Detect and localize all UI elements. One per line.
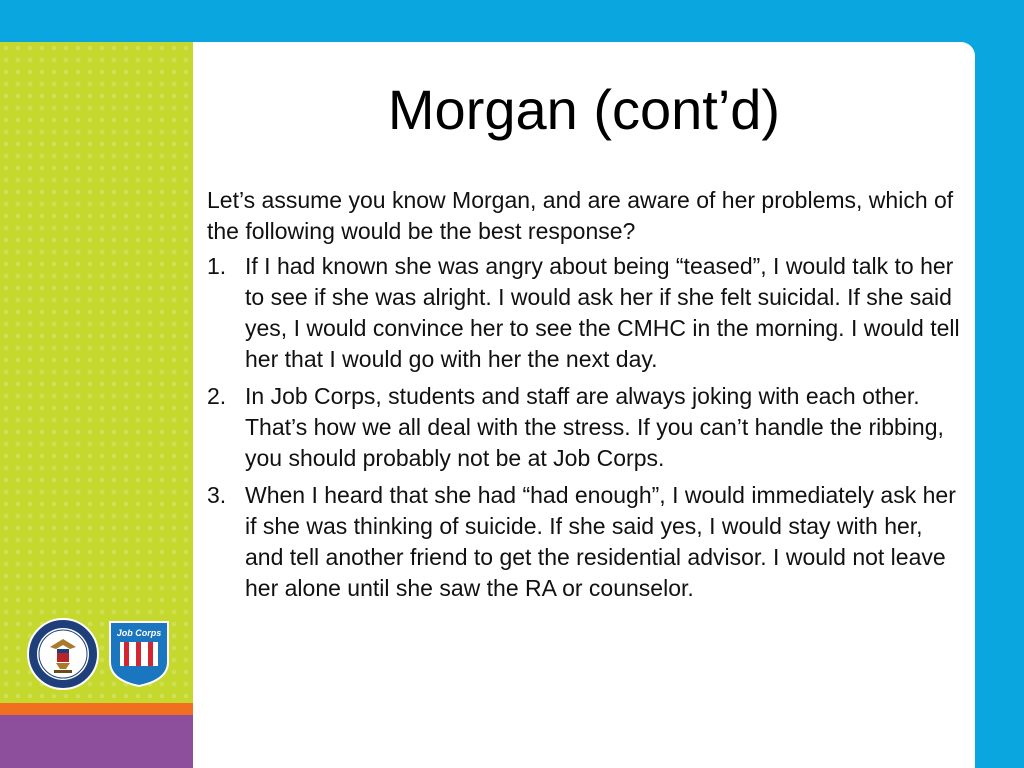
option-number: 2. <box>207 383 227 409</box>
response-options-list <box>207 251 967 604</box>
decorative-green-band <box>0 42 193 703</box>
option-text: When I heard that she had “had enough”, I would immediately ask her if she was thinking of suicide. If she said yes, I would stay with her, and tell another friend to get the residential advisor. I would not leave her alone until she saw the RA or counselor. <box>245 482 956 601</box>
response-option-1 <box>207 251 967 375</box>
decorative-purple-band <box>0 715 193 768</box>
option-text: In Job Corps, students and staff are always joking with each other. That’s how we all deal with the stress. If you can’t handle the ribbing, you should probably not be at Job Corps. <box>245 383 944 471</box>
job-corps-logo-text: Job Corps <box>116 628 162 638</box>
response-option-3 <box>207 480 967 604</box>
question-intro: Let’s assume you know Morgan, and are aware of her problems, which of the following would be the best response? <box>207 187 954 244</box>
option-number: 1. <box>207 253 227 279</box>
decorative-orange-stripe <box>0 703 193 715</box>
option-number: 3. <box>207 482 227 508</box>
response-option-2 <box>207 381 967 474</box>
option-text: If I had known she was angry about being “teased”, I would talk to her to see if she was alright. I would ask her if she felt suicidal. If she said yes, I would convince her to see the CMHC in the morning. I would tell her that I would go with her the next day. <box>245 253 960 372</box>
department-of-labor-seal-icon <box>26 617 100 691</box>
slide-title: Morgan (cont’d) <box>387 78 781 141</box>
slide-body <box>207 185 967 610</box>
job-corps-logo-icon <box>108 620 170 688</box>
